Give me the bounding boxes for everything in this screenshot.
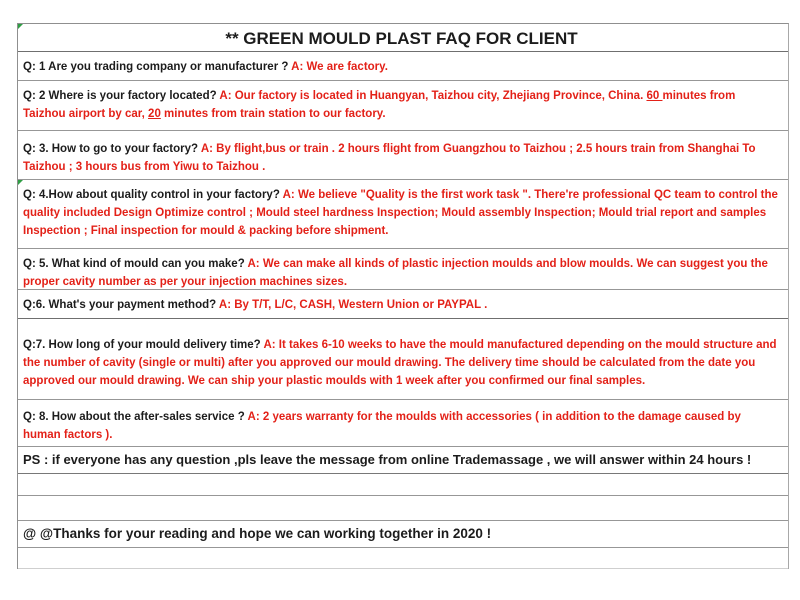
faq-row-q2 xyxy=(18,81,788,131)
answer-text: A: By T/T, L/C, CASH, Western Union or PAYPAL . xyxy=(218,299,488,311)
answer-text: A: It takes 6-10 weeks to have the mould manufactured depending on the mould structure and the number of cavity (single or multi) after you approved our mould drawing. The delivery time should be calculated from the date you approved our mould drawing. We can ship your plastic moulds with 1 week after you confirmed our final samples. xyxy=(23,339,777,387)
faq-row-q3 xyxy=(18,131,788,180)
answer-text: minutes from train station to our factory. xyxy=(160,108,386,120)
cell-comment-marker-icon xyxy=(18,24,23,29)
faq-row-q6 xyxy=(18,290,788,319)
ps-note-text: PS : if everyone has any question ,pls leave the message from online Trademassage , we will answer within 24 hours ! xyxy=(23,452,752,467)
blank-row-blank2 xyxy=(18,496,788,521)
blank-row-blank1 xyxy=(18,474,788,496)
thanks-note-text: @ @Thanks for your reading and hope we can working together in 2020 ! xyxy=(23,526,492,541)
answer-text: A: We believe "Quality is the first work task ". There're professional QC team to control the quality included Design Optimize control ; Mould steel hardness Inspection; Mould assembly Inspection; Mould trial report and samples Inspection ; Final inspection for mould & packing before shipment. xyxy=(23,189,778,237)
page-title: ** GREEN MOULD PLAST FAQ FOR CLIENT xyxy=(225,29,578,48)
title-row xyxy=(18,24,788,52)
answer-text: A: By flight,bus or train . 2 hours flight from Guangzhou to Taizhou ; 2.5 hours train from Shanghai To Taizhou ; 3 hours bus from Yiwu to Taizhou . xyxy=(23,143,756,173)
answer-text: A: 2 years warranty for the moulds with accessories ( in addition to the damage caused by human factors ). xyxy=(23,411,741,441)
thanks-note-row xyxy=(18,521,788,548)
question-text: Q: 2 Where is your factory located? xyxy=(23,90,220,102)
blank-row-blank3 xyxy=(18,548,788,569)
question-text: Q:7. How long of your mould delivery time? xyxy=(23,339,264,351)
faq-row-q4 xyxy=(18,180,788,249)
answer-text: A: We are factory. xyxy=(291,61,388,73)
question-text: Q: 4.How about quality control in your factory? xyxy=(23,189,283,201)
answer-text: 20 xyxy=(148,108,161,120)
answer-text: 60 xyxy=(646,90,663,102)
question-text: Q:6. What's your payment method? xyxy=(23,299,219,311)
faq-row-q5 xyxy=(18,249,788,290)
question-text: Q: 8. How about the after-sales service ? xyxy=(23,411,248,423)
cell-comment-marker-icon xyxy=(18,180,23,185)
faq-row-q7 xyxy=(18,319,788,400)
answer-text: minutes from Taizhou airport by car, xyxy=(23,90,736,120)
ps-note-row xyxy=(18,447,788,474)
question-text: Q: 1 Are you trading company or manufacturer ? xyxy=(23,61,292,73)
faq-table xyxy=(17,23,789,569)
faq-row-q1 xyxy=(18,52,788,81)
faq-row-q8 xyxy=(18,400,788,447)
answer-text: A: We can make all kinds of plastic injection moulds and blow moulds. We can suggest you the proper cavity number as per your injection machines sizes. xyxy=(23,258,768,288)
question-text: Q: 3. How to go to your factory? xyxy=(23,143,201,155)
question-text: Q: 5. What kind of mould can you make? xyxy=(23,258,248,270)
answer-text: A: Our factory is located in Huangyan, Taizhou city, Zhejiang Province, China. xyxy=(219,90,647,102)
